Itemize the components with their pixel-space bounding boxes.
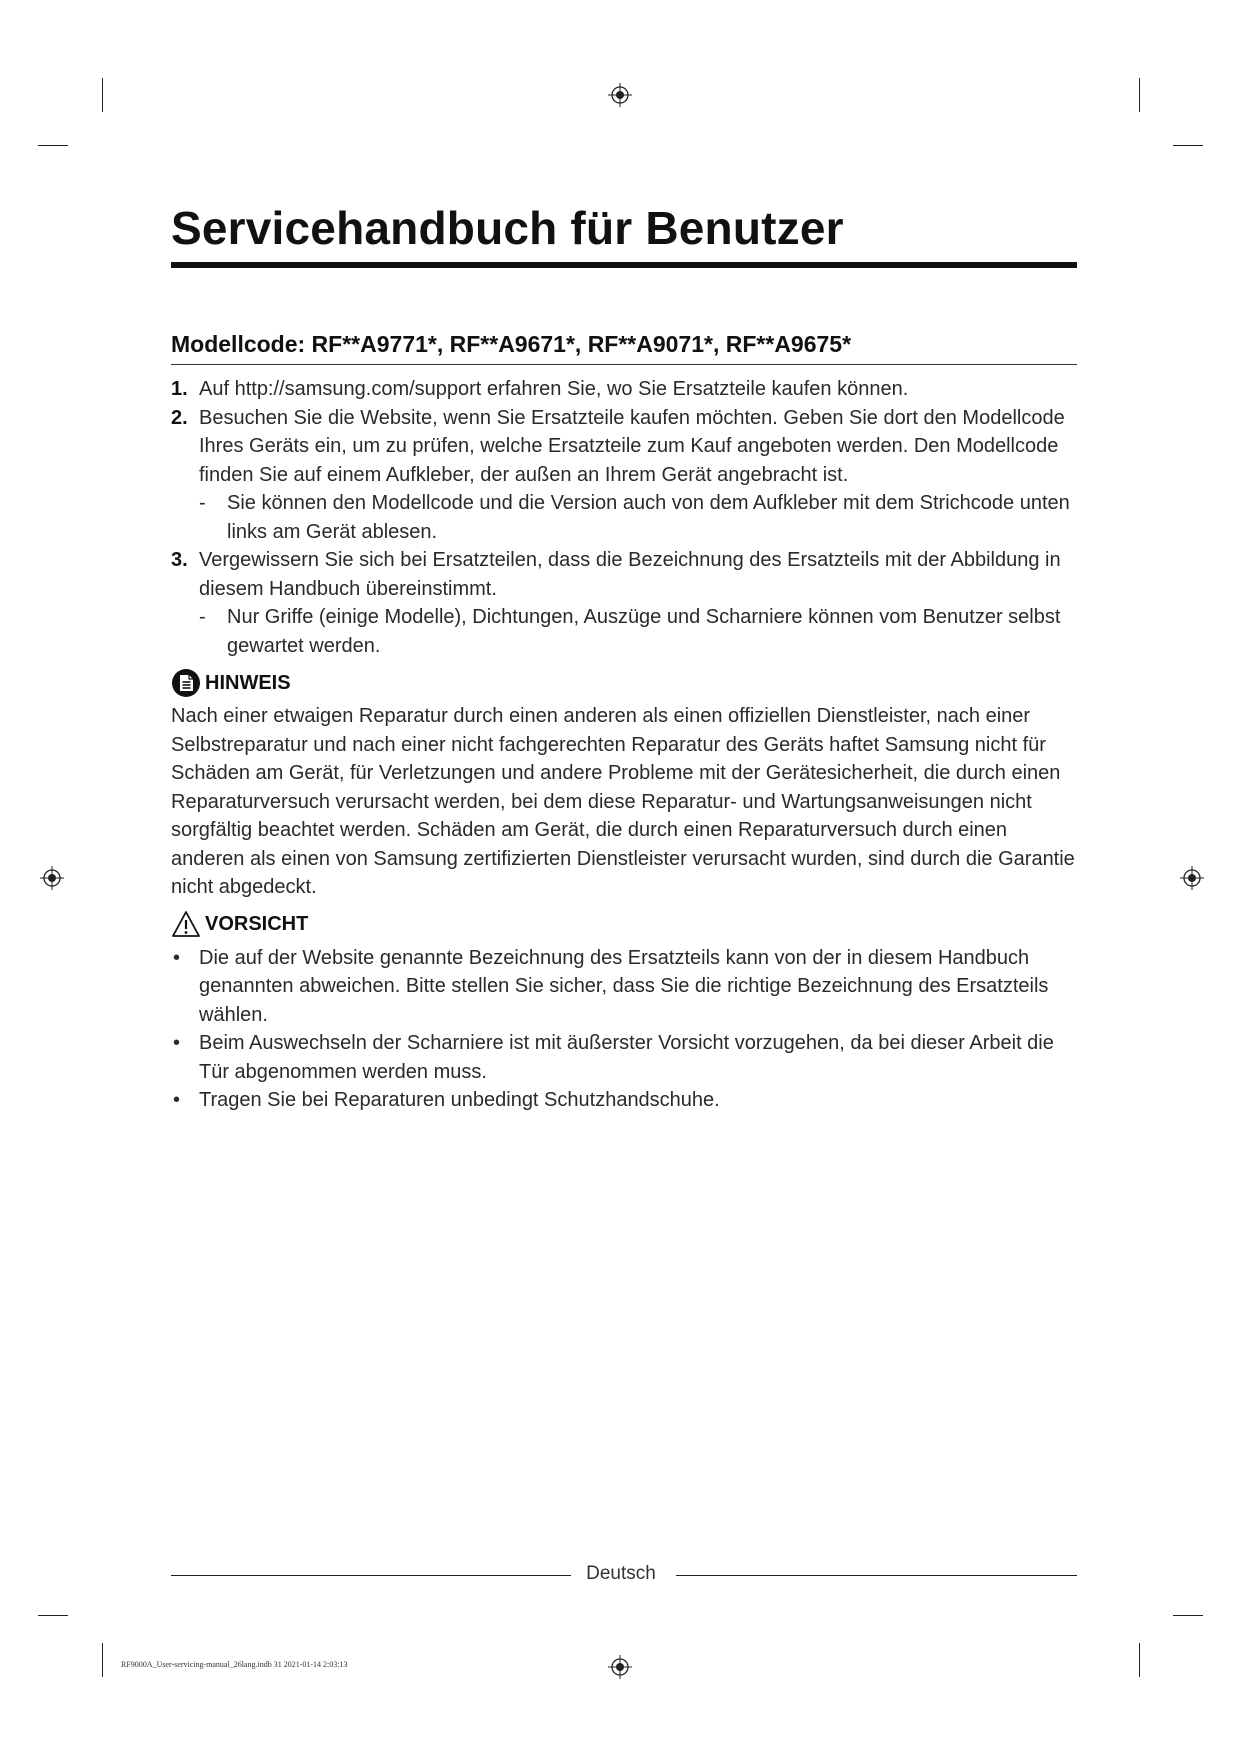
footer-rule-right — [676, 1575, 1077, 1576]
bullet-marker: • — [173, 946, 181, 969]
section-heading: Modellcode: RF**A9771*, RF**A9671*, RF**A9071*, RF**A9675* — [171, 330, 1077, 365]
step-text: Vergewissern Sie sich bei Ersatzteilen, dass die Bezeichnung des Ersatzteils mit der Abbildung in diesem Handbuch übereinstimmt. — [199, 549, 1061, 600]
step-item — [171, 404, 1077, 490]
title-rule — [171, 262, 1077, 268]
crop-mark — [1139, 1643, 1140, 1677]
step-text: Besuchen Sie die Website, wenn Sie Ersatzteile kaufen möchten. Geben Sie dort den Modellcode Ihres Geräts ein, um zu prüfen, welche Ersatzteile zum Kauf angeboten werden. Den Modellcode finden Sie auf einem Aufkleber, der außen an Ihrem Gerät angebracht ist. — [199, 406, 1065, 486]
step-item — [171, 546, 1077, 603]
caution-list — [171, 944, 1077, 1115]
registration-mark-icon — [40, 866, 64, 890]
step-sub-item — [171, 603, 1077, 660]
bullet-marker: • — [173, 1032, 181, 1054]
footer-rule-left — [171, 1575, 571, 1576]
note-text: Nach einer etwaigen Reparatur durch einen anderen als einen offiziellen Dienstleister, nach einer Selbstreparatur und nach einer nicht fachgerechten Reparatur des Geräts haftet Samsung nicht für Schäden am Gerät, für Verletzungen und andere Probleme mit der Gerätesicherheit, die durch einen Reparaturversuch verursacht werden, bei dem diese Reparatur- und Wartungsanweisungen nicht sorgfältig beachtet werden. Schäden am Gerät, die durch einen Reparaturversuch durch einen anderen als einen von Samsung zertifizierten Dienstleister verursacht wurden, sind durch die Garantie nicht abgedeckt. — [171, 705, 1075, 898]
step-number: 1. — [171, 378, 188, 400]
registration-mark-icon — [1180, 866, 1204, 890]
crop-mark — [1139, 78, 1140, 112]
caution-item-text: Die auf der Website genannte Bezeichnung des Ersatzteils kann von der in diesem Handbuch genannten abweichen. Bitte stellen Sie sicher, dass Sie die richtige Bezeichnung des Ersatzteils wählen. — [199, 946, 1049, 1026]
caution-item-text: Tragen Sie bei Reparaturen unbedingt Schutzhandschuhe. — [199, 1089, 720, 1111]
step-number: 2. — [171, 406, 188, 429]
caution-item — [171, 1086, 1077, 1115]
steps-list — [171, 375, 1077, 660]
warning-triangle-icon — [171, 910, 201, 938]
caution-label: VORSICHT — [205, 912, 309, 935]
registration-mark-icon — [608, 1655, 632, 1679]
note-heading — [171, 668, 1077, 698]
page-content — [171, 200, 1077, 1115]
bullet-marker: • — [173, 1089, 181, 1111]
crop-mark — [38, 145, 68, 146]
dash-marker: - — [199, 492, 206, 514]
step-sub-text: Nur Griffe (einige Modelle), Dichtungen, Auszüge und Scharniere können vom Benutzer selbst gewartet werden. — [227, 606, 1061, 657]
dash-marker: - — [199, 606, 206, 628]
step-sub-item — [171, 489, 1077, 546]
step-item — [171, 375, 1077, 404]
crop-mark — [102, 1643, 103, 1677]
step-number: 3. — [171, 549, 188, 571]
registration-mark-icon — [608, 83, 632, 107]
note-icon — [171, 668, 201, 698]
print-slug: RF9000A_User-servicing-manual_26lang.indb 31 2021-01-14 2:03:13 — [121, 1660, 348, 1669]
crop-mark — [102, 78, 103, 112]
caution-item — [171, 944, 1077, 1030]
caution-item — [171, 1029, 1077, 1086]
page-title: Servicehandbuch für Benutzer — [171, 202, 844, 254]
crop-mark — [1173, 145, 1203, 146]
crop-mark — [1173, 1615, 1203, 1616]
note-label: HINWEIS — [205, 672, 291, 694]
step-text: Auf http://samsung.com/support erfahren Sie, wo Sie Ersatzteile kaufen können. — [199, 378, 909, 400]
step-sub-text: Sie können den Modellcode und die Version auch von dem Aufkleber mit dem Strichcode unten links am Gerät ablesen. — [227, 492, 1070, 543]
caution-item-text: Beim Auswechseln der Scharniere ist mit äußerster Vorsicht vorzugehen, da bei dieser Arbeit die Tür abgenommen werden muss. — [199, 1032, 1054, 1083]
footer-language: Deutsch — [586, 1563, 656, 1584]
crop-mark — [38, 1615, 68, 1616]
caution-heading — [171, 910, 1077, 938]
